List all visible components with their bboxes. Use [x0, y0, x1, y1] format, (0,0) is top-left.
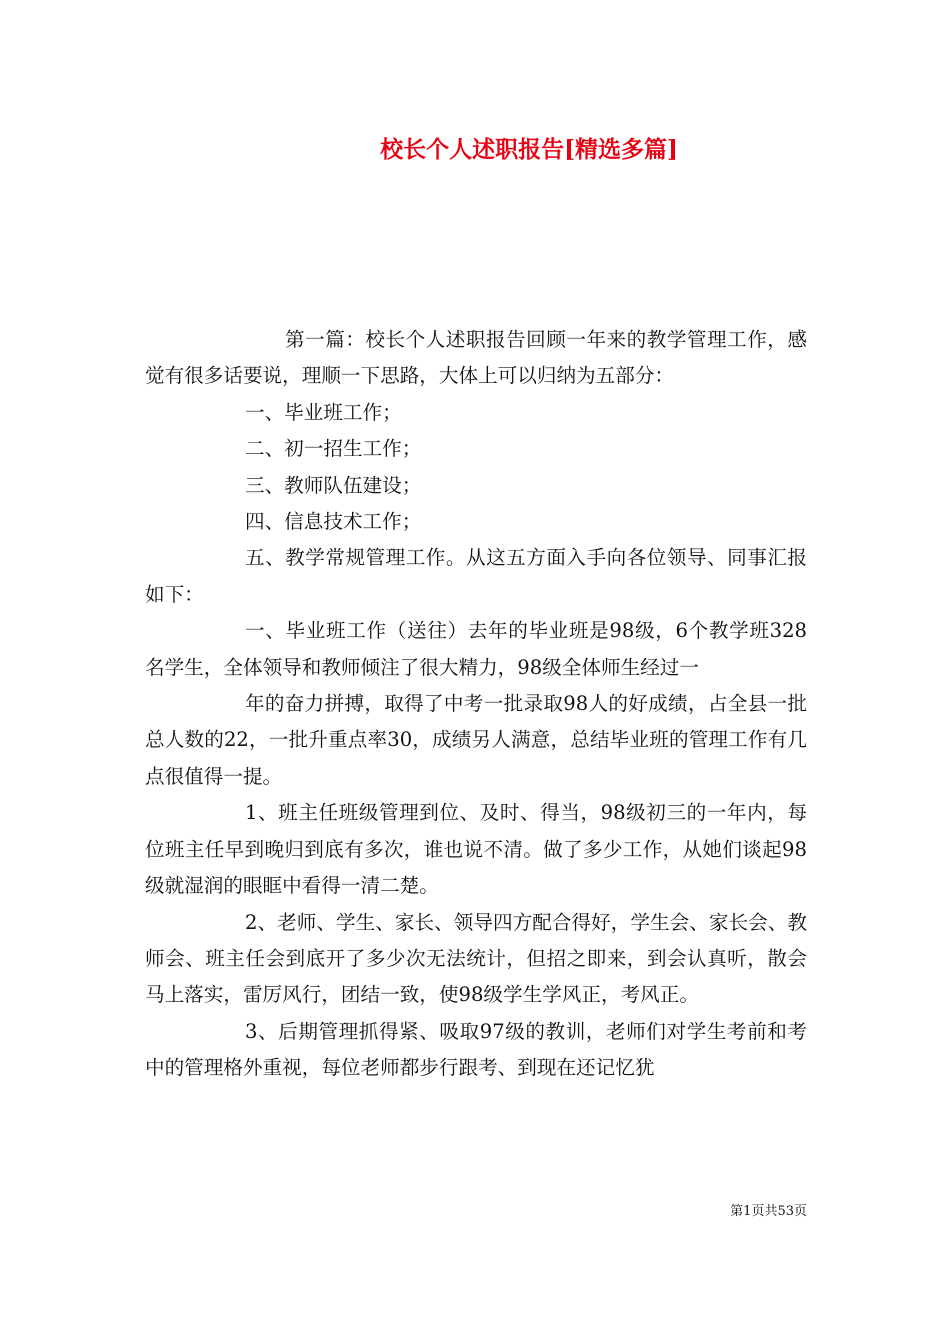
paragraph-item-2: 二、初一招生工作；: [245, 437, 422, 461]
paragraph-results: 年的奋力拼搏，取得了中考一批录取98人的好成绩，占全县一批总人数的22，一批升重点率30，成绩另人满意，总结毕业班的管理工作有几点很值得一提。: [145, 692, 807, 788]
paragraph-intro: 第一篇：校长个人述职报告回顾一年来的教学管理工作，感觉有很多话要说，理顺一下思路，大体上可以归纳为五部分：: [145, 328, 807, 388]
paragraph-item-4: 四、信息技术工作；: [245, 510, 422, 534]
paragraph-item-1: 一、毕业班工作；: [245, 400, 402, 424]
paragraph-item-5: 五、教学常规管理工作。从这五方面入手向各位领导、同事汇报如下：: [145, 546, 807, 606]
document-body: [145, 322, 807, 1087]
paragraph-point-2: 2、老师、学生、家长、领导四方配合得好，学生会、家长会、教师会、班主任会到底开了多少次无法统计，但招之即来，到会认真听，散会马上落实，雷厉风行，团结一致，使98级学生学风正，考风正。: [145, 910, 807, 1007]
paragraph-point-3: 3、后期管理抓得紧、吸取97级的教训，老师们对学生考前和考中的管理格外重视，每位老师都步行跟考、到现在还记忆犹: [145, 1019, 807, 1080]
paragraph-graduating-class: 一、毕业班工作（送往）去年的毕业班是98级，6个教学班328名学生，全体领导和教师倾注了很大精力，98级全体师生经过一: [145, 619, 807, 679]
paragraph-item-3: 三、教师队伍建设；: [245, 473, 422, 497]
paragraph-point-1: 1、班主任班级管理到位、及时、得当，98级初三的一年内，每位班主任早到晚归到底有多次，谁也说不清。做了多少工作，从她们谈起98级就湿润的眼眶中看得一清二楚。: [145, 801, 807, 898]
page-number-footer: 第1页共53页: [730, 1204, 807, 1219]
document-title: 校长个人述职报告[精选多篇]: [380, 136, 678, 163]
